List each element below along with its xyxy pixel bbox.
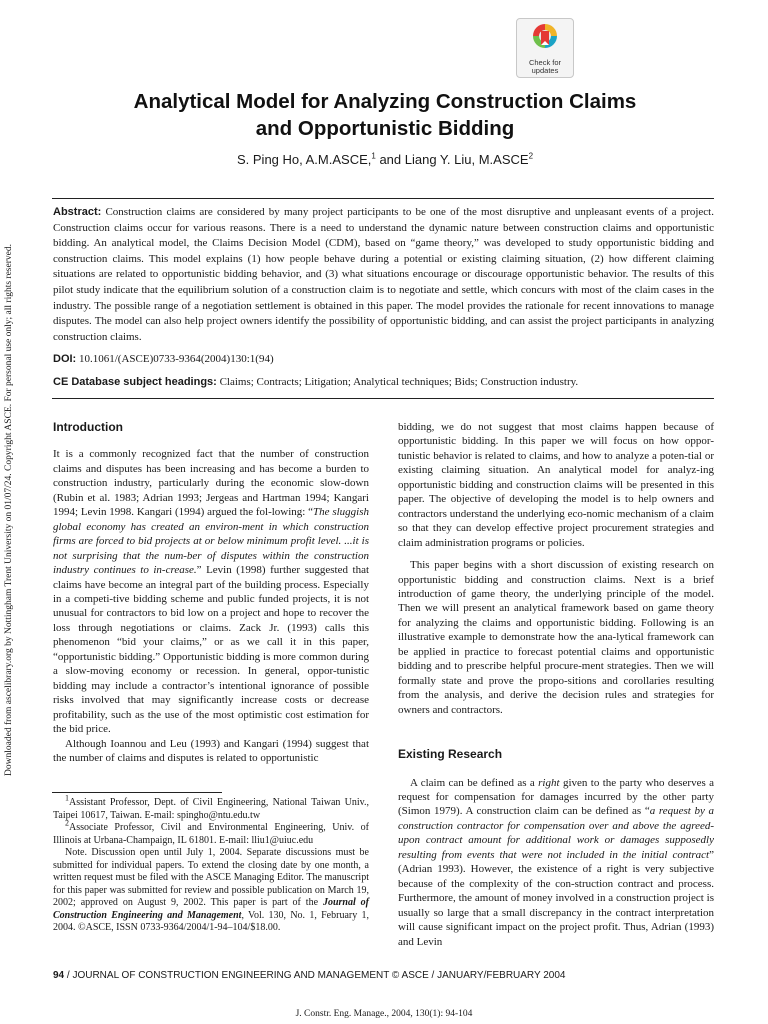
check-for-updates-icon <box>530 22 560 54</box>
title-line-2: and Opportunistic Bidding <box>255 117 515 140</box>
abstract <box>53 205 714 345</box>
discussion-note: Note. Discussion open until July 1, 2004. Separate discussions must be submitted for individual papers. To extend the closing date by one month, a written request must be filed with the ASCE Managing Editor. The manuscript for this paper was submitted for review and possible publication on March 19, 2002; approved on August 9, 2002. This paper is part of the Journal of Construction Engineering and Management, Vol. 130, No. 1, February 1, 2004. ©ASCE, ISSN 0733-9364/2004/1-94–104/$18.00. <box>53 847 369 933</box>
intro-paragraph-1: It is a commonly recognized fact that the number of construction claims and disputes has been increasing and has become a burden to construction industry, particularly during the economic slow-down (Rubin et al. 1983; Adrian 1993; Jergeas and Hartman 1994; Kangari 1994; Levin 1998. Kangari (1994) argued the fol-lowing: “The sluggish global economy has created an environ-ment in which construction firms are forced to bid projects at or below minimum profit level. ...it is not surprising that the num-ber of disputes within the construction industry continues to in-crease.” Levin (1998) further suggested that claims have become an integral part of the building process. Especially in a competi-tive bidding scheme and public funded projects, it is not unusual for contractors to bid low on a project and hope to recover the loss through negotiations or claims. Zack Jr. (1993) calls this phenomenon “bid your claims,” or as we call it in this paper, “opportunistic bidding.” Opportunistic bidding is more common during a slow-moving economy or recession. In general, oppor-tunistic bidding may include a contractor’s intentional ignorance of possible risks involved that may significantly increase costs or decrease profitability, such as the use of the most optimistic cost estimation for the bid price. <box>53 448 370 736</box>
check-for-updates-button[interactable] <box>516 18 574 78</box>
journal-running-title: / JOURNAL OF CONSTRUCTION ENGINEERING AND MANAGEMENT © ASCE / JANUARY/FEBRUARY 2004 <box>64 970 566 981</box>
badge-label-2: updates <box>531 66 559 75</box>
right-paragraph-1: bidding, we do not suggest that most claims happen because of opportunistic bidding. In this paper we will focus on how oppor-tunistic behavior is related to claims, and how to analyze a poten-tial or existing claiming situation. An analytical model for analyz-ing opportunistic bidding and construction claims will be presented in this paper. The objective of developing the model is to help owners and contractors understand the underlying eco-nomic mechanism of a claim so that they can develop effective project procurement strategies and claim administration programs or policies. <box>398 421 714 549</box>
author-1-marker: 1 <box>371 151 376 161</box>
page-number: 94 <box>53 970 65 981</box>
existing-research-paragraph: A claim can be defined as a right given to the party who deserves a request for compensation for damages incurred by the other party (Simon 1979). A construction claim can be defined as “a request by a construction contractor for compensation over and above the agreed-upon contract amount for additional work or damages supposedly resulting from events that were not included in the initial contract” (Adrian 1993). However, the existence of a right is very subjective because of the complexity of the con-struction contract and process. Furthermore, the amount of money involved in a construction project is usually so large that a small discrepancy in the contract interpretation will cause significant impact on the project profit. Thus, Adrian (1993) and Levin <box>398 776 714 948</box>
existing-research-heading: Existing Research <box>398 747 503 762</box>
doi-link[interactable]: 10.1061/(ASCE)0733-9364(2004)130:1(94) <box>78 353 274 365</box>
subject-label: CE Database subject headings: <box>53 376 217 388</box>
subject-value: Claims; Contracts; Litigation; Analytical techniques; Bids; Construction industry. <box>219 376 579 388</box>
footnote-1: $^1$Assistant Professor, Dept. of Civil Engineering, National Taiwan Univ., Taipei 10617, Taiwan. E-mail: spingho@ntu.edu.tw <box>53 793 369 821</box>
right-paragraph-2: This paper begins with a short discussion of existing research on opportunistic bidding and construction claims. Next is a brief introduction of game theory, the underlying principle of the model. Then we will present an analytical framework based on game theory for analyzing the claims and opportunistic bidding. Following is an illustrative example to demonstrate how the ana-lytical framework can be applied in practice to forecast potential claims and opportunistic bidding and to prescribe helpful procure-ment strategies. Then we will formally state and prove the propo-sitions and corollaries resulting from the analysis, and derive the decision rules and strategies for owners and contractors. <box>398 559 714 716</box>
author-2: and Liang Y. Liu, M.ASCE <box>375 152 529 167</box>
abstract-bottom-rule <box>52 398 714 399</box>
footnote-2: $^2$Associate Professor, Civil and Environmental Engineering, Univ. of Illinois at Urbana-Champaign, IL 61801. E-mail: lliu1@uiuc.edu <box>53 818 369 846</box>
intro-paragraph-2: Although Ioannou and Leu (1993) and Kangari (1994) suggest that the number of claims and disputes is related to opportunistic <box>53 737 369 764</box>
abstract-text: Construction claims are considered by many project participants to be one of the most disruptive and unpleasant events of a project. Construction claims occur for various reasons. There is a need to understand the dynamic nature between construction claims and opportunistic bidding. An analytical model, the Claims Decision Model (CDM), based on “game theory,” was developed to study opportunistic bidding and construction claims. This model explains (1) how people behave during a potential or existing claiming situation, (2) how different claiming situations are related to opportunistic bidding behavior, and (3) what situations encourage or discourage opportunistic behavior. The results of this pilot study indicate that the equilibrium solution of a construction claim is to negotiate and settle, which concurs with most of the claim cases in the industry. The possible range of a negotiation settlement is obtained in this paper. The model provides the rationale for recent innovations to manage disputes. The model can also help project owners identify the possibility of opportunistic bidding, and can assist the project participants in analyzing construction claims. <box>53 206 714 343</box>
abstract-label: Abstract: <box>53 206 102 218</box>
author-1: S. Ping Ho, A.M.ASCE, <box>236 152 372 167</box>
page-footer <box>53 970 565 981</box>
subject-headings <box>53 376 578 388</box>
author-2-marker: 2 <box>528 151 534 161</box>
badge-label-1: Check for <box>528 58 562 67</box>
right-column <box>398 420 714 949</box>
top-rule <box>52 198 714 199</box>
doi-line <box>53 353 274 365</box>
footnote-rule <box>52 792 222 793</box>
download-notice: Downloaded from ascelibrary.org by Nottingham Trent University on 01/07/24. Copyright ASCE. For personal use only; all rights reserved. <box>4 244 14 776</box>
intro-heading: Introduction <box>53 420 123 434</box>
footnotes <box>53 793 369 935</box>
title-line-1: Analytical Model for Analyzing Construction Claims <box>133 90 637 113</box>
author-line <box>60 152 710 167</box>
doi-label: DOI: <box>53 353 77 365</box>
citation-line: J. Constr. Eng. Manage., 2004, 130(1): 94-104 <box>295 1009 473 1019</box>
paper-title <box>60 88 710 142</box>
left-column <box>53 420 369 765</box>
